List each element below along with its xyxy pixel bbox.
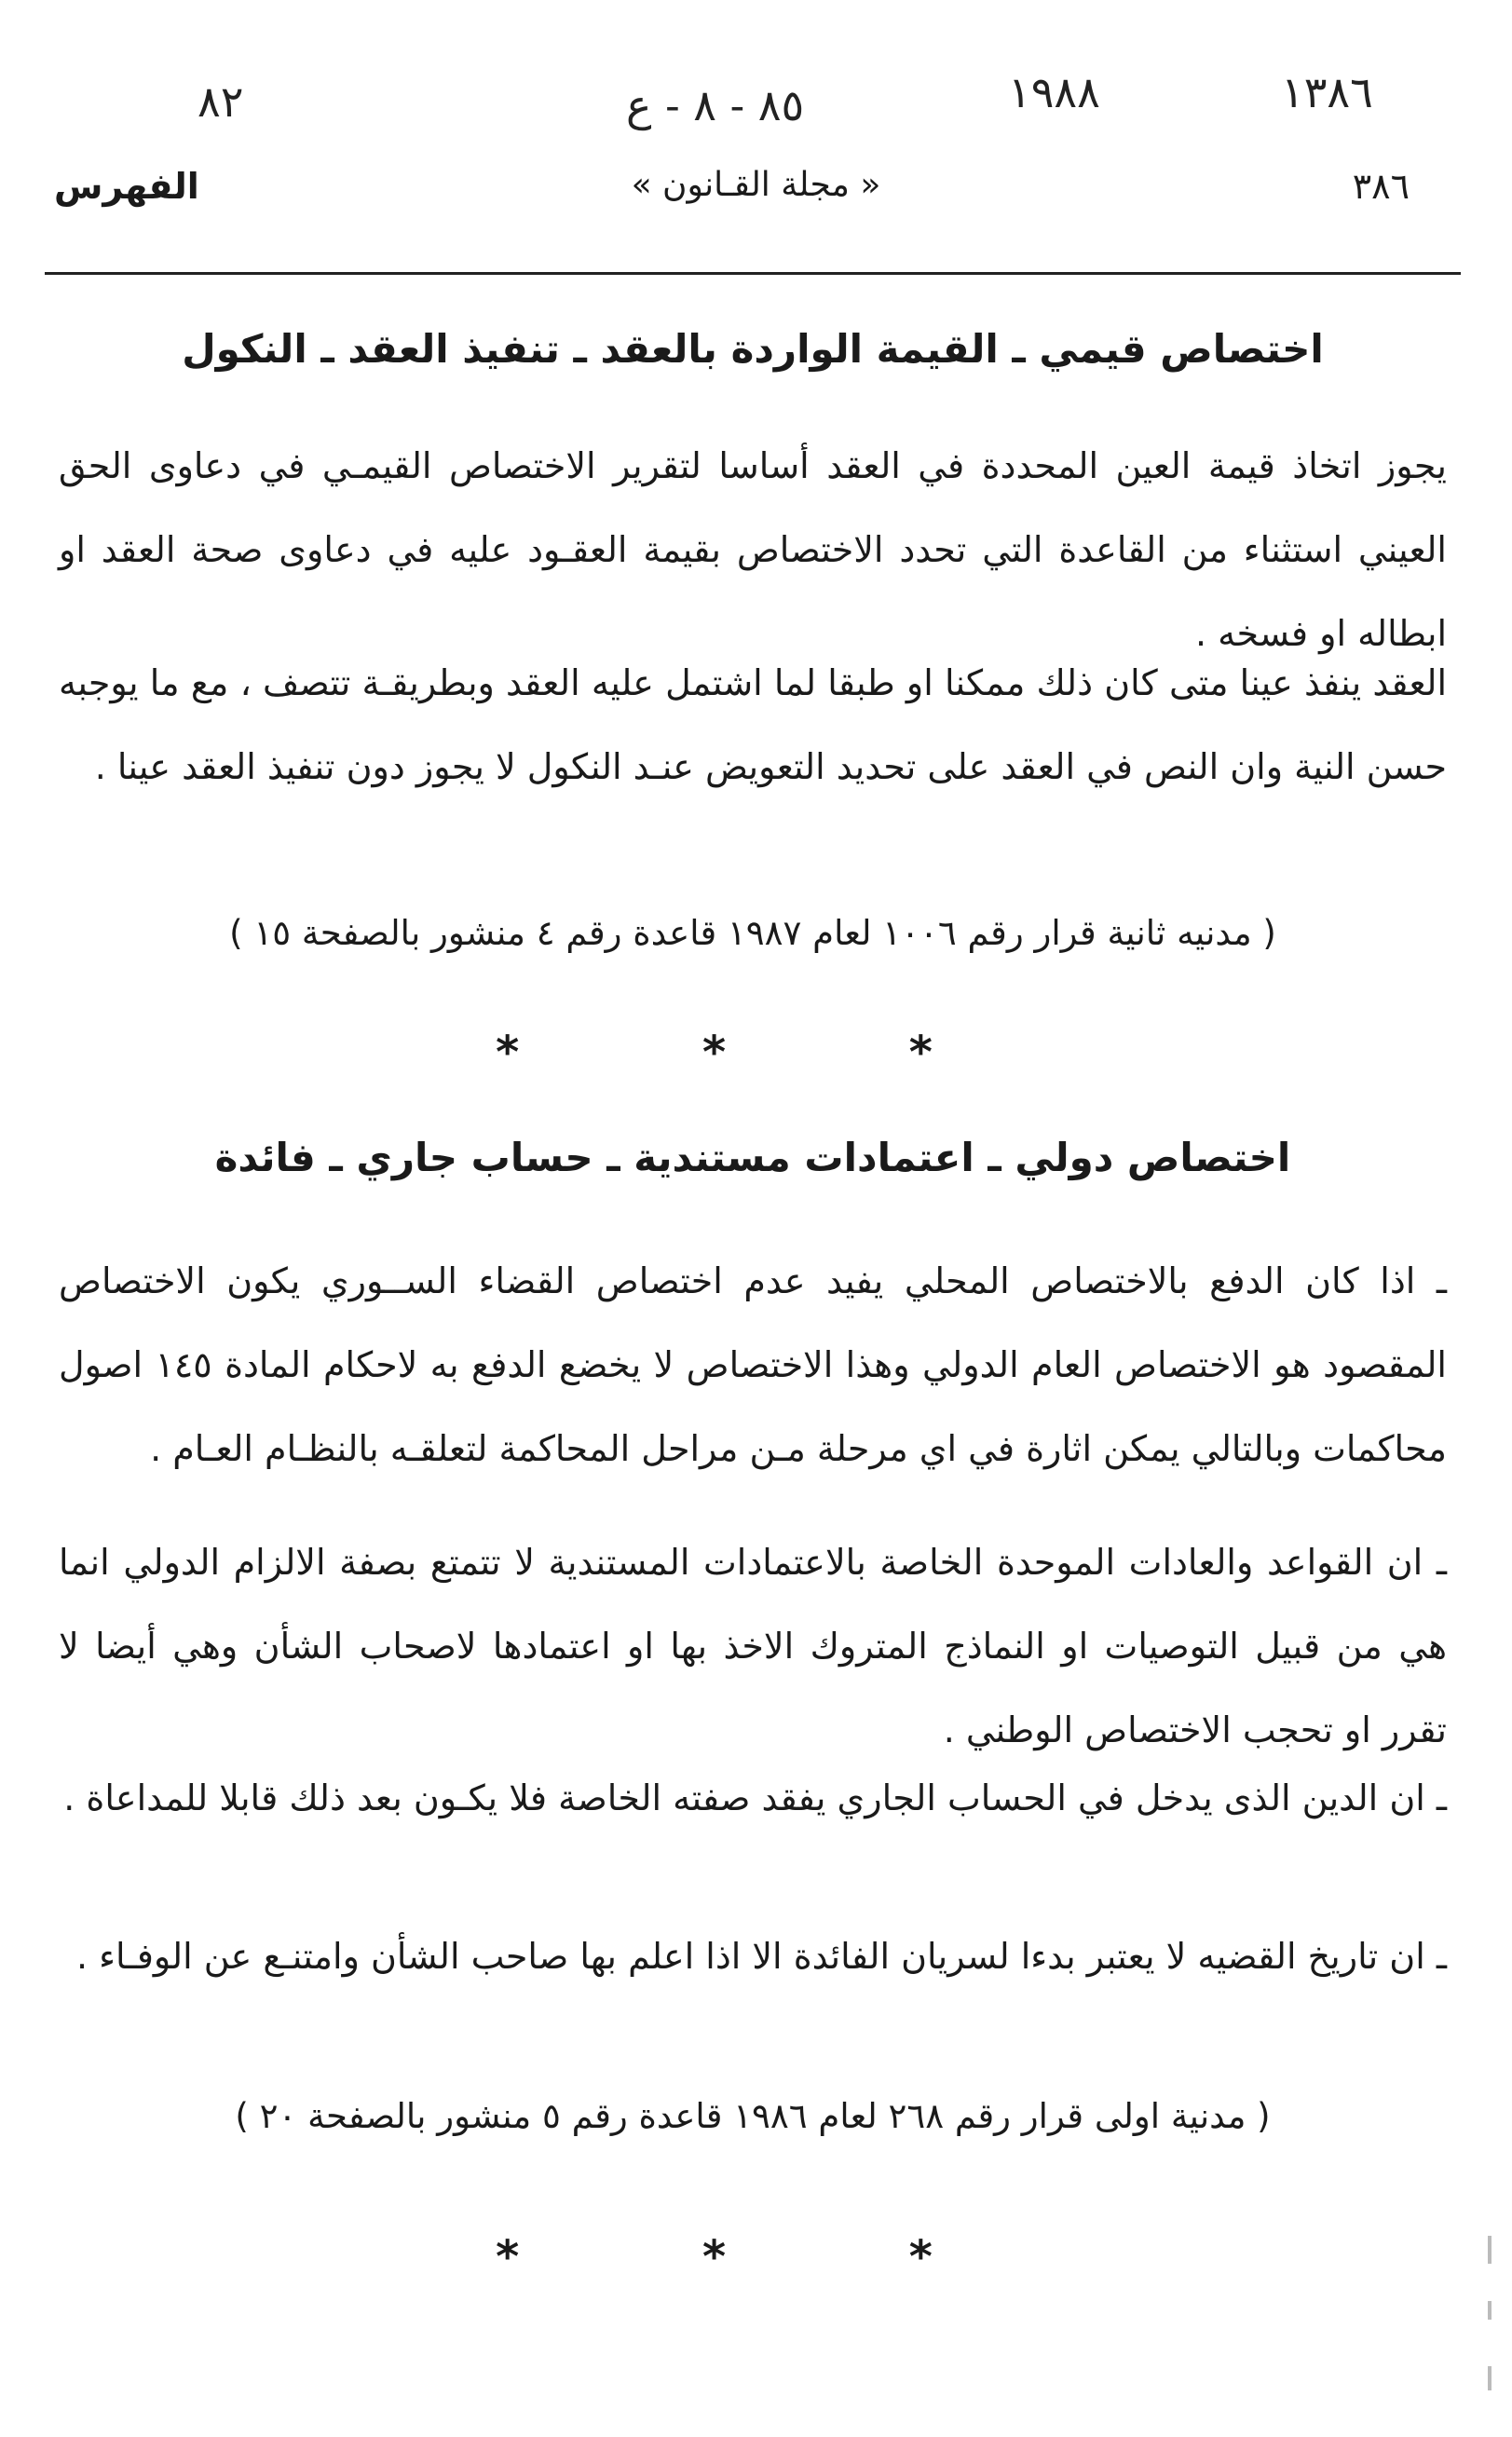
scan-artifact: [1488, 2301, 1492, 2320]
header-journal-title: « مجلة القـانون »: [631, 166, 881, 204]
section-1-title: اختصاص قيمي ـ القيمة الواردة بالعقد ـ تنفيذ العقد ـ النكول: [182, 326, 1324, 372]
scan-artifact: [1488, 2236, 1492, 2264]
section-1-citation: ( مدنيه ثانية قرار رقم ١٠٠٦ لعام ١٩٨٧ قاعدة رقم ٤ منشور بالصفحة ١٥ ): [229, 913, 1276, 953]
header-index-label: الفهرس: [54, 166, 199, 207]
section-separator-1: * * *: [496, 1027, 1016, 1079]
section-2-paragraph-3: ـ ان الدين الذى يدخل في الحساب الجاري يفقد صفته الخاصة فلا يكـون بعد ذلك قابلا للمداعاة .: [63, 1777, 1447, 1818]
section-1-paragraph-2: العقد ينفذ عينا متى كان ذلك ممكنا او طبقا لما اشتمل عليه العقد وبطريقـة تتصف ، مع ما يوجبه حسن النية وان النص في العقد على تحديد التعويض عنـد النكول لا يجوز دون تنفيذ العقد عينا .: [59, 662, 1447, 787]
handwritten-year: ١٩٨٨: [1008, 67, 1100, 117]
section-2-title: اختصاص دولي ـ اعتمادات مستندية ـ حساب جاري ـ فائدة: [214, 1135, 1291, 1180]
section-separator-2: * * *: [496, 2231, 1016, 2283]
header-divider: [45, 272, 1461, 275]
section-2-citation: ( مدنية اولى قرار رقم ٢٦٨ لعام ١٩٨٦ قاعدة رقم ٥ منشور بالصفحة ٢٠ ): [235, 2096, 1271, 2136]
section-2-paragraph-4: ـ ان تاريخ القضيه لا يعتبر بدءا لسريان الفائدة الا اذا اعلم بها صاحب الشأن وامتنـع عن الوفـاء .: [75, 1936, 1447, 1977]
handwritten-left-mark: ٨٢: [198, 76, 244, 127]
section-1-paragraph-1: يجوز اتخاذ قيمة العين المحددة في العقد أساسا لتقرير الاختصاص القيمـي في دعاوى الحق العيني استثناء من القاعدة التي تحدد الاختصاص بقيمة العقـود عليه في دعاوى صحة العقد او ابطاله او فسخه .: [59, 445, 1447, 654]
scan-artifact: [1488, 2366, 1492, 2390]
handwritten-number: ١٣٨٦: [1281, 67, 1373, 117]
section-2-paragraph-2: ـ ان القواعد والعادات الموحدة الخاصة بالاعتمادات المستندية لا تتمتع بصفة الالزام الدولي انما هي من قبيل التوصيات او النماذج المتروك الاخذ بها او اعتمادها لاصحاب الشأن وهي أيضا لا تقرر او تحجب الاختصاص الوطني .: [59, 1542, 1447, 1750]
section-2-paragraph-1: ـ اذا كان الدفع بالاختصاص المحلي يفيد عدم اختصاص القضاء الســوري يكون الاختصاص المقصود هو الاختصاص العام الدولي وهذا الاختصاص لا يخضع الدفع به لاحكام المادة ١٤٥ اصول محاكمات وبالتالي يمكن اثارة في اي مرحلة مـن مراحل المحاكمة لتعلقـه بالنظـام العـام .: [59, 1260, 1447, 1469]
header-page-number: ٣٨٦: [1352, 166, 1410, 207]
handwritten-date: ٨٥ - ٨ - ع: [626, 80, 805, 130]
